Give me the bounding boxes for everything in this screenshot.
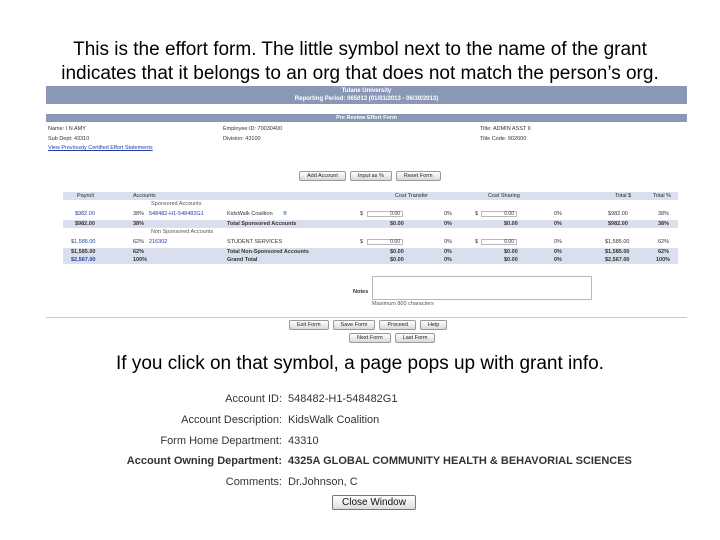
row-pct: 38% bbox=[133, 211, 145, 217]
cost-sharing-input[interactable]: 0.00 bbox=[481, 211, 517, 217]
row-cs-dollar-sign: $ bbox=[475, 239, 479, 245]
grand-total-amount: $2,567.00 bbox=[605, 257, 630, 263]
row-pct: 62% bbox=[133, 239, 145, 245]
non-sponsored-account-row bbox=[63, 236, 678, 248]
header-cost-transfer: Cost Transfer bbox=[395, 193, 429, 199]
grant-info-popup bbox=[0, 393, 720, 513]
comments-value: Dr.Johnson, C bbox=[288, 476, 358, 488]
header-total-percent: Total % bbox=[653, 193, 672, 199]
cost-sharing-input[interactable]: 0.00 bbox=[481, 239, 517, 245]
effort-form-screenshot bbox=[46, 86, 687, 341]
employee-name: Name: I N AMY bbox=[48, 126, 86, 132]
cost-transfer-input[interactable]: 0.00 bbox=[367, 239, 403, 245]
job-title: Title: ADMIN ASST II bbox=[480, 126, 531, 132]
grand-total-ct: $0.00 bbox=[390, 257, 404, 263]
subtotal-cs-pct: 0% bbox=[554, 221, 562, 227]
sub-department: Sub Dept: 43310 bbox=[48, 136, 90, 142]
account-description-label: Account Description: bbox=[181, 414, 282, 426]
non-sponsored-total-row bbox=[63, 248, 678, 256]
grid-header-row bbox=[63, 192, 678, 200]
form-bottom-toolbar bbox=[289, 320, 447, 330]
subtotal-label: Total Non-Sponsored Accounts bbox=[227, 249, 309, 255]
division: Division: 43100 bbox=[223, 136, 261, 142]
title-code: Title Code: 902600 bbox=[480, 136, 527, 142]
reset-form-button[interactable]: Reset Form bbox=[396, 171, 441, 181]
grand-total-payroll: $2,567.00 bbox=[71, 257, 96, 263]
effort-grid bbox=[63, 192, 678, 264]
proceed-button[interactable]: Proceed bbox=[379, 320, 416, 330]
grand-total-pct: 100% bbox=[133, 257, 148, 263]
subtotal-total-pct: 38% bbox=[658, 221, 670, 227]
row-payroll: $1,585.00 bbox=[71, 239, 96, 245]
subtotal-cs: $0.00 bbox=[504, 249, 518, 255]
grand-total-label: Grand Total bbox=[227, 257, 258, 263]
non-sponsored-group-row bbox=[63, 228, 678, 236]
subtotal-cs: $0.00 bbox=[504, 221, 518, 227]
subtotal-pct: 62% bbox=[133, 249, 145, 255]
header-total-dollars: Total $ bbox=[615, 193, 632, 199]
subtotal-cs-pct: 0% bbox=[554, 249, 562, 255]
grand-total-row bbox=[63, 256, 678, 264]
caption-line: This is the effort form. The little symbol next to the name of the grant bbox=[73, 39, 647, 60]
subtotal-pct: 38% bbox=[133, 221, 145, 227]
form-title: Pre Review Effort Form bbox=[46, 114, 687, 122]
org-mismatch-flag-icon[interactable]: ® bbox=[283, 211, 288, 217]
row-total-pct: 62% bbox=[658, 239, 670, 245]
row-account-link[interactable]: 548482-H1-548482G1 bbox=[149, 211, 204, 217]
owning-department-label: Account Owning Department: bbox=[126, 455, 282, 467]
subtotal-total-pct: 62% bbox=[658, 249, 670, 255]
row-description: KidsWalk Coalition bbox=[227, 211, 273, 217]
subtotal-total: $982.00 bbox=[608, 221, 628, 227]
row-ct-dollar-sign: $ bbox=[360, 239, 364, 245]
input-as-percent-button[interactable]: Input as % bbox=[350, 171, 392, 181]
instruction-caption-bottom: If you click on that symbol, a page pops up with grant info. bbox=[116, 353, 604, 374]
sponsored-account-row bbox=[63, 208, 678, 220]
notes-label: Notes bbox=[353, 289, 369, 295]
exit-form-button[interactable]: Exit Form bbox=[289, 320, 329, 330]
owning-department-value: 4325A GLOBAL COMMUNITY HEALTH & BEHAVORIAL SCIENCES bbox=[288, 455, 632, 467]
subtotal-ct: $0.00 bbox=[390, 221, 404, 227]
row-ct-pct: 0% bbox=[444, 239, 452, 245]
form-top-toolbar bbox=[299, 171, 441, 181]
subtotal-ct-pct: 0% bbox=[444, 249, 452, 255]
sponsored-group-label: Sponsored Accounts bbox=[151, 201, 202, 207]
subtotal-ct: $0.00 bbox=[390, 249, 404, 255]
account-id-value: 548482-H1-548482G1 bbox=[288, 393, 398, 405]
account-id-label: Account ID: bbox=[225, 393, 282, 405]
subtotal-payroll: $1,585.00 bbox=[71, 249, 96, 255]
comments-label: Comments: bbox=[225, 476, 282, 488]
grand-total-cs-pct: 0% bbox=[554, 257, 562, 263]
row-cs-pct: 0% bbox=[554, 239, 562, 245]
grand-total-ct-pct: 0% bbox=[444, 257, 452, 263]
account-description-value: KidsWalk Coalition bbox=[288, 414, 380, 426]
subtotal-label: Total Sponsored Accounts bbox=[227, 221, 297, 227]
notes-max-hint: Maximum 800 characters bbox=[372, 301, 434, 307]
row-ct-dollar-sign: $ bbox=[360, 211, 364, 217]
instruction-caption-top bbox=[0, 38, 720, 86]
subtotal-ct-pct: 0% bbox=[444, 221, 452, 227]
university-banner bbox=[46, 86, 687, 104]
row-cs-pct: 0% bbox=[554, 211, 562, 217]
row-total: $1,585.00 bbox=[605, 239, 630, 245]
header-accounts: Accounts bbox=[133, 193, 156, 199]
subtotal-total: $1,585.00 bbox=[605, 249, 630, 255]
row-account-link[interactable]: 216302 bbox=[149, 239, 168, 245]
add-account-button[interactable]: Add Account bbox=[299, 171, 346, 181]
row-description: STUDENT SERVICES bbox=[227, 239, 283, 245]
grand-total-total-pct: 100% bbox=[656, 257, 671, 263]
next-form-button[interactable]: Next Form bbox=[349, 333, 391, 343]
sponsored-group-row bbox=[63, 200, 678, 208]
university-name: Tulane University bbox=[341, 88, 392, 94]
subtotal-payroll: $982.00 bbox=[75, 221, 95, 227]
grand-total-cs: $0.00 bbox=[504, 257, 518, 263]
row-total: $982.00 bbox=[608, 211, 628, 217]
caption-line: indicates that it belongs to an org that does not match the person’s org. bbox=[61, 63, 659, 84]
non-sponsored-group-label: Non Sponsored Accounts bbox=[151, 229, 214, 235]
form-nav-toolbar bbox=[349, 333, 435, 343]
row-total-pct: 38% bbox=[658, 211, 670, 217]
save-form-button[interactable]: Save Form bbox=[333, 320, 376, 330]
previous-statements-link[interactable]: View Previously Certified Effort Statements bbox=[48, 145, 153, 151]
employee-id: Employee ID: 70030400 bbox=[223, 126, 283, 132]
row-cs-dollar-sign: $ bbox=[475, 211, 479, 217]
row-payroll: $982.00 bbox=[75, 211, 95, 217]
home-department-value: 43310 bbox=[288, 435, 319, 447]
row-ct-pct: 0% bbox=[444, 211, 452, 217]
header-payroll: Payroll bbox=[77, 193, 94, 199]
header-cost-sharing: Cost Sharing bbox=[488, 193, 520, 199]
reporting-period: Reporting Period: 065013 (01/01/2013 - 06/30/2013) bbox=[294, 96, 439, 102]
notes-textarea[interactable] bbox=[372, 276, 592, 300]
help-button[interactable]: Help bbox=[420, 320, 447, 330]
sponsored-total-row bbox=[63, 220, 678, 228]
last-form-button[interactable]: Last Form bbox=[395, 333, 436, 343]
home-department-label: Form Home Department: bbox=[160, 435, 282, 447]
cost-transfer-input[interactable]: 0.00 bbox=[367, 211, 403, 217]
close-window-button[interactable]: Close Window bbox=[332, 495, 416, 510]
